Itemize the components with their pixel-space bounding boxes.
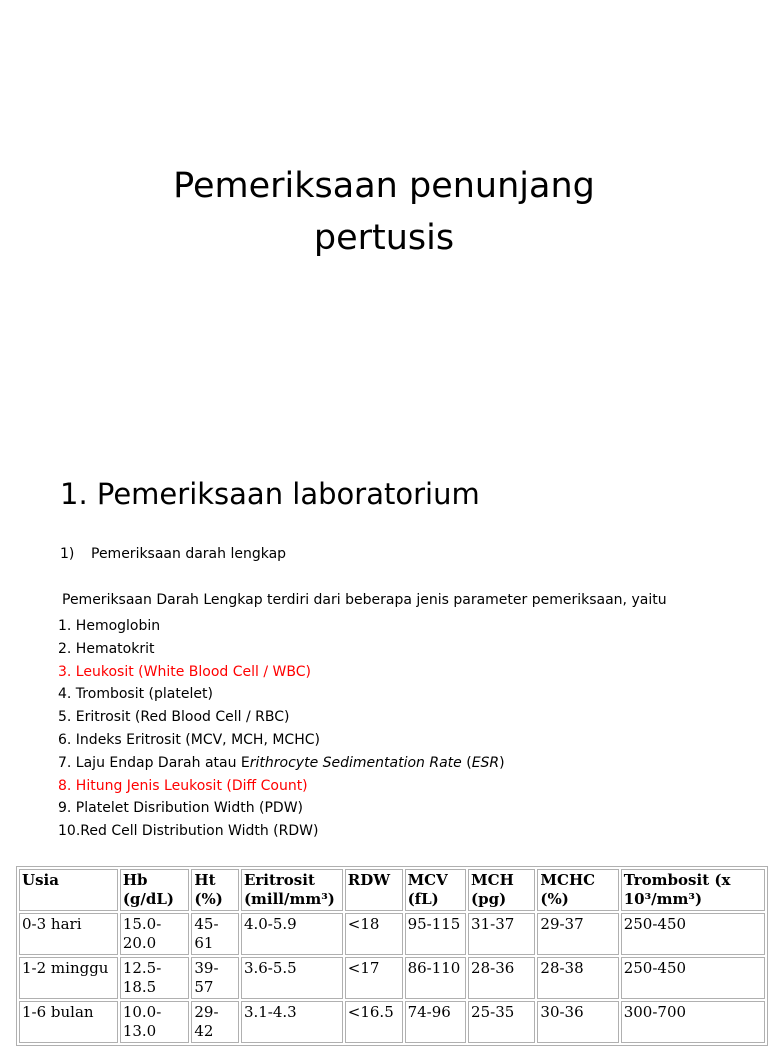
list-item: 1. Hemoglobin xyxy=(58,618,161,634)
table-cell: 28-38 xyxy=(537,957,618,999)
list-item: 5. Eritrosit (Red Blood Cell / RBC) xyxy=(58,709,290,726)
section-title: 1. Pemeriksaan laboratorium xyxy=(60,477,480,511)
slide-title xyxy=(0,160,768,264)
table-header: RDW xyxy=(345,869,403,911)
table-cell: 15.0-20.0 xyxy=(120,913,190,955)
table-header: Trombosit (x 10³/mm³) xyxy=(621,869,765,911)
table-cell: 1-6 bulan xyxy=(19,1001,118,1043)
table-cell: 1-2 minggu xyxy=(19,957,118,999)
table-cell: 250-450 xyxy=(621,957,765,999)
table-cell: 74-96 xyxy=(405,1001,466,1043)
table-cell: 39-57 xyxy=(191,957,239,999)
table-header-row xyxy=(19,869,765,911)
intro-text: Pemeriksaan Darah Lengkap terdiri dari beberapa jenis parameter pemeriksaan, yaitu xyxy=(62,592,667,608)
list-item-highlight: 8. Hitung Jenis Leukosit (Diff Count) xyxy=(58,777,308,794)
table-cell: 25-35 xyxy=(468,1001,535,1043)
title-slide xyxy=(0,0,768,440)
list-item: 6. Indeks Eritrosit (MCV, MCH, MCHC) xyxy=(58,731,320,748)
list-item-italic: rithrocyte Sedimentation Rate xyxy=(249,754,462,771)
list-item-highlight: 3. Leukosit (White Blood Cell / WBC) xyxy=(58,663,311,680)
table-cell: 250-450 xyxy=(621,913,765,955)
table-header: MCH (pg) xyxy=(468,869,535,911)
table-cell: 300-700 xyxy=(621,1001,765,1043)
table-header: MCV (fL) xyxy=(405,869,466,911)
table-header: Eritrosit (mill/mm³) xyxy=(241,869,343,911)
list-item: 9. Platelet Disribution Width (PDW) xyxy=(58,800,304,817)
table-header: Ht (%) xyxy=(191,869,239,911)
subheading xyxy=(60,546,286,562)
table-row xyxy=(19,1001,765,1043)
list-item: 2. Hematokrit xyxy=(58,640,155,657)
subheading-text: Pemeriksaan darah lengkap xyxy=(91,546,287,562)
table-cell: 3.6-5.5 xyxy=(241,957,343,999)
list-item: 10.Red Cell Distribution Width (RDW) xyxy=(58,823,319,840)
table-cell: 45-61 xyxy=(191,913,239,955)
table-row xyxy=(19,957,765,999)
slide-title-line-2: pertusis xyxy=(313,218,455,258)
table-cell: 0-3 hari xyxy=(19,913,118,955)
table-header: Usia xyxy=(19,869,118,911)
list-item-text: ( xyxy=(461,754,472,771)
subheading-number: 1) xyxy=(60,546,75,562)
list-item: 4. Trombosit (platelet) xyxy=(58,686,213,703)
parameter-list xyxy=(58,615,505,843)
list-item-text: 7. Laju Endap Darah atau E xyxy=(58,754,250,771)
table-cell: 31-37 xyxy=(468,913,535,955)
table-header: MCHC (%) xyxy=(537,869,618,911)
table-cell: 86-110 xyxy=(405,957,466,999)
table-cell: <18 xyxy=(345,913,403,955)
list-item-text: ) xyxy=(499,754,505,771)
table-cell: 12.5-18.5 xyxy=(120,957,190,999)
table-cell: 10.0-13.0 xyxy=(120,1001,190,1043)
table-cell: 95-115 xyxy=(405,913,466,955)
hematology-reference-table xyxy=(16,866,768,1046)
table-cell: 28-36 xyxy=(468,957,535,999)
table-cell: 29-37 xyxy=(537,913,618,955)
table-cell: 30-36 xyxy=(537,1001,618,1043)
slide-title-line-1: Pemeriksaan penunjang xyxy=(173,166,595,206)
table-cell: 29-42 xyxy=(191,1001,239,1043)
table-cell: 4.0-5.9 xyxy=(241,913,343,955)
list-item xyxy=(58,752,505,775)
table-header: Hb (g/dL) xyxy=(120,869,190,911)
table-cell: <17 xyxy=(345,957,403,999)
list-item-italic: ESR xyxy=(471,754,500,771)
table-row xyxy=(19,913,765,955)
table-cell: 3.1-4.3 xyxy=(241,1001,343,1043)
table-cell: <16.5 xyxy=(345,1001,403,1043)
